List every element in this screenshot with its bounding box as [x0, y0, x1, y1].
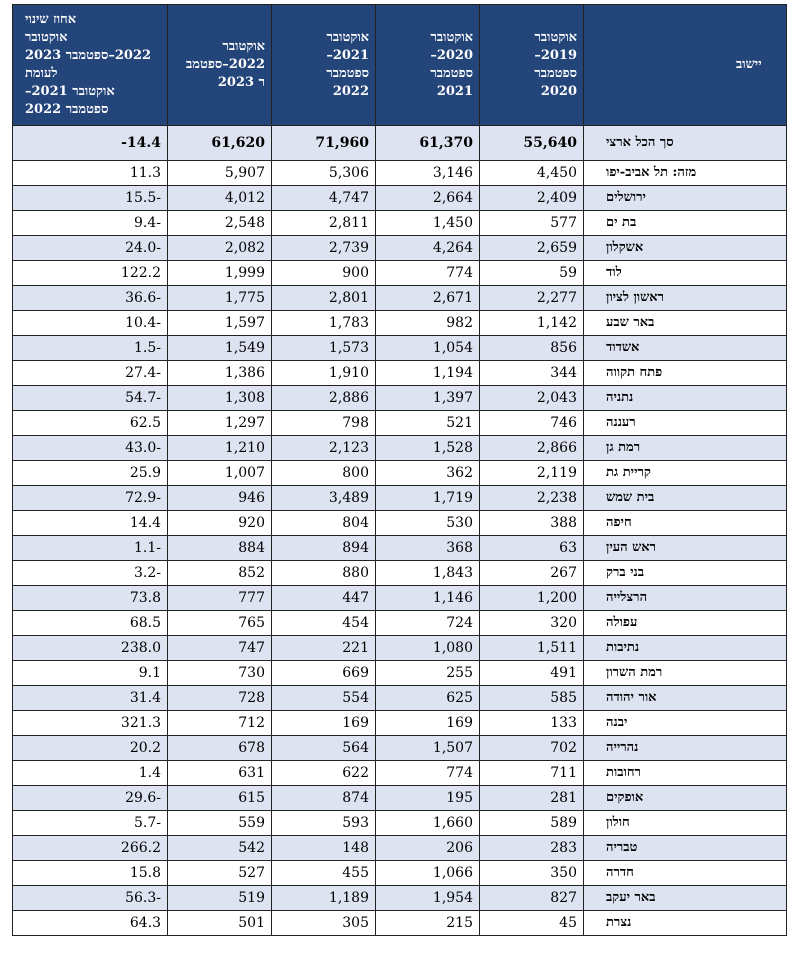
header-line: 2022 — [332, 84, 369, 99]
cell-pct-change: 3.2- — [13, 561, 168, 586]
table-row — [13, 186, 787, 211]
cell-oct2021-sep2022: 2,811 — [272, 211, 376, 236]
table-row — [13, 211, 787, 236]
table-row — [13, 586, 787, 611]
table-row — [13, 611, 787, 636]
cell-oct2022-sep2023: 1,297 — [168, 411, 272, 436]
cell-oct2021-sep2022: 4,747 — [272, 186, 376, 211]
cell-oct2021-sep2022: 3,489 — [272, 486, 376, 511]
cell-oct2020-sep2021: 774 — [376, 761, 480, 786]
cell-oct2019-sep2020: 827 — [480, 886, 584, 911]
cell-oct2022-sep2023: 777 — [168, 586, 272, 611]
cell-pct-change: 9.1 — [13, 661, 168, 686]
cell-oct2021-sep2022: 622 — [272, 761, 376, 786]
cell-oct2020-sep2021: 61,370 — [376, 126, 480, 161]
cell-oct2022-sep2023: 747 — [168, 636, 272, 661]
cell-pct-change: 25.9 — [13, 461, 168, 486]
cell-oct2022-sep2023: 712 — [168, 711, 272, 736]
cell-oct2020-sep2021: 2,664 — [376, 186, 480, 211]
cell-settlement: אשדוד — [584, 336, 787, 361]
cell-oct2020-sep2021: 362 — [376, 461, 480, 486]
cell-oct2021-sep2022: 798 — [272, 411, 376, 436]
cell-oct2022-sep2023: 519 — [168, 886, 272, 911]
cell-oct2021-sep2022: 455 — [272, 861, 376, 886]
table-row — [13, 236, 787, 261]
cell-pct-change: 54.7- — [13, 386, 168, 411]
cell-oct2020-sep2021: 215 — [376, 911, 480, 936]
cell-settlement: אופקים — [584, 786, 787, 811]
cell-oct2022-sep2023: 5,907 — [168, 161, 272, 186]
cell-oct2022-sep2023: 2,082 — [168, 236, 272, 261]
cell-pct-change: 11.3 — [13, 161, 168, 186]
cell-oct2021-sep2022: 1,910 — [272, 361, 376, 386]
cell-oct2020-sep2021: 530 — [376, 511, 480, 536]
table-row — [13, 461, 787, 486]
table-row — [13, 311, 787, 336]
cell-oct2019-sep2020: 585 — [480, 686, 584, 711]
cell-settlement: רמת גן — [584, 436, 787, 461]
cell-oct2020-sep2021: 1,054 — [376, 336, 480, 361]
cell-oct2021-sep2022: 71,960 — [272, 126, 376, 161]
cell-oct2019-sep2020: 283 — [480, 836, 584, 861]
cell-oct2022-sep2023: 1,549 — [168, 336, 272, 361]
table-row — [13, 736, 787, 761]
cell-oct2022-sep2023: 1,308 — [168, 386, 272, 411]
cell-settlement: נצרת — [584, 911, 787, 936]
cell-oct2022-sep2023: 946 — [168, 486, 272, 511]
cell-oct2019-sep2020: 711 — [480, 761, 584, 786]
cell-settlement: טבריה — [584, 836, 787, 861]
table-row — [13, 386, 787, 411]
cell-oct2021-sep2022: 305 — [272, 911, 376, 936]
cell-settlement: עפולה — [584, 611, 787, 636]
header-line: אוקטובר — [222, 39, 265, 54]
data-table — [12, 4, 787, 936]
cell-settlement: יבנה — [584, 711, 787, 736]
table-row — [13, 336, 787, 361]
cell-oct2022-sep2023: 852 — [168, 561, 272, 586]
cell-oct2019-sep2020: 55,640 — [480, 126, 584, 161]
cell-pct-change: 266.2 — [13, 836, 168, 861]
cell-oct2021-sep2022: 5,306 — [272, 161, 376, 186]
header-line: ר 2023 — [217, 75, 265, 90]
cell-settlement: לוד — [584, 261, 787, 286]
cell-oct2021-sep2022: 800 — [272, 461, 376, 486]
cell-pct-change: 27.4- — [13, 361, 168, 386]
cell-oct2022-sep2023: 730 — [168, 661, 272, 686]
cell-oct2020-sep2021: 255 — [376, 661, 480, 686]
cell-pct-change: 15.8 — [13, 861, 168, 886]
cell-oct2021-sep2022: 900 — [272, 261, 376, 286]
header-line: 2022–ספטמב — [186, 57, 265, 72]
cell-oct2022-sep2023: 678 — [168, 736, 272, 761]
cell-settlement: סך הכל ארצי — [584, 126, 787, 161]
table-row — [13, 361, 787, 386]
cell-oct2022-sep2023: 542 — [168, 836, 272, 861]
cell-oct2019-sep2020: 63 — [480, 536, 584, 561]
cell-oct2020-sep2021: 1,397 — [376, 386, 480, 411]
header-line: אחוז שינוי — [25, 12, 77, 27]
cell-oct2021-sep2022: 221 — [272, 636, 376, 661]
table-header — [13, 5, 787, 126]
table-row — [13, 761, 787, 786]
cell-oct2020-sep2021: 368 — [376, 536, 480, 561]
cell-settlement: חדרה — [584, 861, 787, 886]
cell-oct2019-sep2020: 1,142 — [480, 311, 584, 336]
cell-oct2022-sep2023: 1,775 — [168, 286, 272, 311]
cell-settlement: מזה: תל אביב-יפו — [584, 161, 787, 186]
header-line: 2021 — [436, 84, 473, 99]
table-row — [13, 861, 787, 886]
cell-settlement: רעננה — [584, 411, 787, 436]
cell-oct2020-sep2021: 169 — [376, 711, 480, 736]
cell-oct2022-sep2023: 2,548 — [168, 211, 272, 236]
cell-oct2022-sep2023: 1,386 — [168, 361, 272, 386]
cell-oct2021-sep2022: 1,189 — [272, 886, 376, 911]
cell-pct-change: 122.2 — [13, 261, 168, 286]
cell-settlement: ראש העין — [584, 536, 787, 561]
cell-pct-change: 1.1- — [13, 536, 168, 561]
cell-pct-change: 31.4 — [13, 686, 168, 711]
cell-oct2022-sep2023: 615 — [168, 786, 272, 811]
cell-oct2021-sep2022: 2,739 — [272, 236, 376, 261]
cell-pct-change: 72.9- — [13, 486, 168, 511]
cell-oct2019-sep2020: 2,866 — [480, 436, 584, 461]
header-line: ספטמבר — [430, 66, 473, 81]
cell-pct-change: 24.0- — [13, 236, 168, 261]
cell-oct2019-sep2020: 281 — [480, 786, 584, 811]
cell-oct2019-sep2020: 344 — [480, 361, 584, 386]
cell-pct-change: 36.6- — [13, 286, 168, 311]
header-oct2022-sep2023 — [168, 5, 272, 126]
cell-oct2020-sep2021: 1,507 — [376, 736, 480, 761]
cell-pct-change: 14.4 — [13, 511, 168, 536]
header-line: 2022–ספטמבר 2023 — [25, 48, 152, 63]
cell-oct2019-sep2020: 45 — [480, 911, 584, 936]
cell-oct2021-sep2022: 447 — [272, 586, 376, 611]
cell-oct2020-sep2021: 1,528 — [376, 436, 480, 461]
cell-pct-change: 238.0 — [13, 636, 168, 661]
cell-oct2019-sep2020: 856 — [480, 336, 584, 361]
cell-oct2020-sep2021: 1,066 — [376, 861, 480, 886]
table-row — [13, 836, 787, 861]
cell-oct2019-sep2020: 491 — [480, 661, 584, 686]
cell-settlement: נתיבות — [584, 636, 787, 661]
table-row — [13, 811, 787, 836]
table-body — [13, 126, 787, 936]
cell-oct2020-sep2021: 3,146 — [376, 161, 480, 186]
cell-pct-change: 1.4 — [13, 761, 168, 786]
table-row — [13, 486, 787, 511]
table-row — [13, 161, 787, 186]
table-row — [13, 911, 787, 936]
cell-oct2020-sep2021: 774 — [376, 261, 480, 286]
cell-oct2020-sep2021: 1,146 — [376, 586, 480, 611]
header-oct2020-sep2021 — [376, 5, 480, 126]
cell-oct2021-sep2022: 2,886 — [272, 386, 376, 411]
cell-settlement: חיפה — [584, 511, 787, 536]
cell-pct-change: 9.4- — [13, 211, 168, 236]
cell-oct2022-sep2023: 920 — [168, 511, 272, 536]
cell-oct2022-sep2023: 559 — [168, 811, 272, 836]
table-row — [13, 436, 787, 461]
cell-settlement: בית שמש — [584, 486, 787, 511]
cell-pct-change: 43.0- — [13, 436, 168, 461]
cell-oct2021-sep2022: 880 — [272, 561, 376, 586]
cell-oct2020-sep2021: 1,719 — [376, 486, 480, 511]
cell-settlement: בני ברק — [584, 561, 787, 586]
cell-pct-change: 321.3 — [13, 711, 168, 736]
cell-pct-change: 1.5- — [13, 336, 168, 361]
cell-oct2021-sep2022: 169 — [272, 711, 376, 736]
table-row — [13, 886, 787, 911]
cell-oct2021-sep2022: 669 — [272, 661, 376, 686]
cell-oct2022-sep2023: 1,210 — [168, 436, 272, 461]
cell-settlement: רחובות — [584, 761, 787, 786]
header-oct2019-sep2020 — [480, 5, 584, 126]
cell-oct2020-sep2021: 1,080 — [376, 636, 480, 661]
cell-oct2020-sep2021: 1,450 — [376, 211, 480, 236]
cell-settlement: נהרייה — [584, 736, 787, 761]
cell-settlement: פתח תקווה — [584, 361, 787, 386]
cell-oct2019-sep2020: 2,238 — [480, 486, 584, 511]
cell-oct2020-sep2021: 521 — [376, 411, 480, 436]
cell-oct2021-sep2022: 148 — [272, 836, 376, 861]
cell-pct-change: 56.3- — [13, 886, 168, 911]
cell-oct2019-sep2020: 2,043 — [480, 386, 584, 411]
header-line: אוקטובר — [25, 30, 68, 45]
header-line: ספטמבר 2022 — [25, 102, 109, 117]
cell-oct2022-sep2023: 1,597 — [168, 311, 272, 336]
header-line: 2020– — [430, 48, 473, 63]
cell-oct2019-sep2020: 388 — [480, 511, 584, 536]
header-pct-change — [13, 5, 168, 126]
total-row — [13, 126, 787, 161]
cell-oct2019-sep2020: 2,119 — [480, 461, 584, 486]
cell-oct2019-sep2020: 2,409 — [480, 186, 584, 211]
cell-oct2020-sep2021: 1,954 — [376, 886, 480, 911]
cell-pct-change: 10.4- — [13, 311, 168, 336]
cell-pct-change: 20.2 — [13, 736, 168, 761]
cell-settlement: בת ים — [584, 211, 787, 236]
table-row — [13, 686, 787, 711]
cell-settlement: באר יעקב — [584, 886, 787, 911]
cell-oct2022-sep2023: 527 — [168, 861, 272, 886]
cell-pct-change: 15.5- — [13, 186, 168, 211]
cell-pct-change: 73.8 — [13, 586, 168, 611]
cell-oct2022-sep2023: 1,999 — [168, 261, 272, 286]
header-row — [13, 5, 787, 126]
cell-oct2021-sep2022: 593 — [272, 811, 376, 836]
cell-oct2019-sep2020: 2,277 — [480, 286, 584, 311]
header-line: אוקטובר — [430, 30, 473, 45]
cell-oct2021-sep2022: 554 — [272, 686, 376, 711]
cell-oct2020-sep2021: 1,843 — [376, 561, 480, 586]
cell-oct2022-sep2023: 1,007 — [168, 461, 272, 486]
cell-settlement: הרצלייה — [584, 586, 787, 611]
cell-oct2019-sep2020: 1,511 — [480, 636, 584, 661]
cell-oct2019-sep2020: 320 — [480, 611, 584, 636]
cell-oct2020-sep2021: 982 — [376, 311, 480, 336]
cell-oct2021-sep2022: 874 — [272, 786, 376, 811]
header-line: 2021– — [326, 48, 369, 63]
header-line: ספטמבר — [534, 66, 577, 81]
cell-settlement: אשקלון — [584, 236, 787, 261]
table-row — [13, 536, 787, 561]
cell-oct2019-sep2020: 577 — [480, 211, 584, 236]
table-row — [13, 786, 787, 811]
cell-oct2022-sep2023: 61,620 — [168, 126, 272, 161]
header-line: אוקטובר 2021– — [25, 84, 115, 99]
table-row — [13, 661, 787, 686]
cell-oct2019-sep2020: 702 — [480, 736, 584, 761]
cell-oct2021-sep2022: 1,783 — [272, 311, 376, 336]
header-line: אוקטובר — [326, 30, 369, 45]
table-row — [13, 261, 787, 286]
header-line: 2019– — [534, 48, 577, 63]
cell-settlement: קריית גת — [584, 461, 787, 486]
cell-settlement: רמת השרון — [584, 661, 787, 686]
cell-oct2020-sep2021: 195 — [376, 786, 480, 811]
header-oct2021-sep2022 — [272, 5, 376, 126]
table-row — [13, 561, 787, 586]
cell-oct2022-sep2023: 501 — [168, 911, 272, 936]
cell-oct2019-sep2020: 350 — [480, 861, 584, 886]
cell-pct-change: 62.5 — [13, 411, 168, 436]
header-line: אוקטובר — [534, 30, 577, 45]
cell-oct2021-sep2022: 1,573 — [272, 336, 376, 361]
cell-oct2022-sep2023: 765 — [168, 611, 272, 636]
cell-oct2022-sep2023: 884 — [168, 536, 272, 561]
cell-oct2020-sep2021: 206 — [376, 836, 480, 861]
cell-pct-change: -14.4 — [13, 126, 168, 161]
cell-oct2022-sep2023: 631 — [168, 761, 272, 786]
cell-oct2022-sep2023: 728 — [168, 686, 272, 711]
table-row — [13, 511, 787, 536]
header-line: לעומת — [25, 66, 58, 81]
cell-oct2022-sep2023: 4,012 — [168, 186, 272, 211]
table-row — [13, 711, 787, 736]
cell-oct2021-sep2022: 2,123 — [272, 436, 376, 461]
cell-pct-change: 68.5 — [13, 611, 168, 636]
cell-oct2019-sep2020: 267 — [480, 561, 584, 586]
cell-oct2020-sep2021: 625 — [376, 686, 480, 711]
cell-oct2020-sep2021: 2,671 — [376, 286, 480, 311]
header-line: יישוב — [736, 57, 762, 72]
cell-oct2019-sep2020: 4,450 — [480, 161, 584, 186]
table-row — [13, 636, 787, 661]
cell-oct2019-sep2020: 2,659 — [480, 236, 584, 261]
header-line: 2020 — [540, 84, 577, 99]
header-settlement — [584, 5, 787, 126]
cell-settlement: אור יהודה — [584, 686, 787, 711]
cell-oct2020-sep2021: 1,194 — [376, 361, 480, 386]
cell-oct2019-sep2020: 133 — [480, 711, 584, 736]
cell-oct2019-sep2020: 1,200 — [480, 586, 584, 611]
cell-oct2020-sep2021: 4,264 — [376, 236, 480, 261]
cell-pct-change: 29.6- — [13, 786, 168, 811]
cell-oct2019-sep2020: 589 — [480, 811, 584, 836]
cell-settlement: באר שבע — [584, 311, 787, 336]
table-row — [13, 286, 787, 311]
cell-settlement: חולון — [584, 811, 787, 836]
cell-oct2021-sep2022: 2,801 — [272, 286, 376, 311]
cell-settlement: ירושלים — [584, 186, 787, 211]
cell-pct-change: 5.7- — [13, 811, 168, 836]
cell-oct2020-sep2021: 724 — [376, 611, 480, 636]
table-row — [13, 411, 787, 436]
cell-settlement: נתניה — [584, 386, 787, 411]
cell-oct2021-sep2022: 454 — [272, 611, 376, 636]
cell-oct2021-sep2022: 564 — [272, 736, 376, 761]
cell-oct2021-sep2022: 894 — [272, 536, 376, 561]
cell-settlement: ראשון לציון — [584, 286, 787, 311]
cell-oct2019-sep2020: 59 — [480, 261, 584, 286]
header-line: ספטמבר — [326, 66, 369, 81]
cell-pct-change: 64.3 — [13, 911, 168, 936]
cell-oct2020-sep2021: 1,660 — [376, 811, 480, 836]
cell-oct2019-sep2020: 746 — [480, 411, 584, 436]
cell-oct2021-sep2022: 804 — [272, 511, 376, 536]
